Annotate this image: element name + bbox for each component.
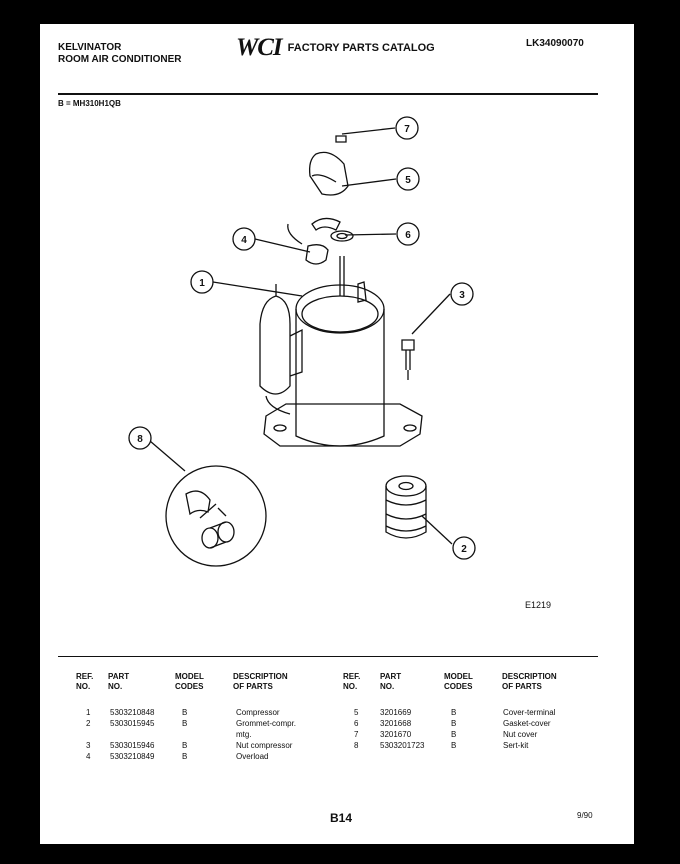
compressor-part (296, 309, 384, 446)
sert-kit-detail (166, 466, 266, 566)
header-model-codes-right: MODEL CODES (444, 672, 473, 691)
leader-line-7 (342, 128, 395, 134)
svg-text:2: 2 (461, 544, 467, 555)
overload-wire (288, 224, 302, 244)
sert-kit-clip (186, 491, 210, 514)
table-row: 8 5303201723 B Sert-kit (354, 741, 529, 750)
table-top-rule (58, 656, 598, 657)
parts-list-right (40, 708, 634, 752)
svg-text:4: 4 (241, 235, 247, 246)
wci-logo: WCI (236, 34, 282, 61)
header-description-left: DESCRIPTION OF PARTS (233, 672, 288, 691)
header-ref-no-right: REF. NO. (343, 672, 361, 691)
svg-text:6: 6 (405, 230, 411, 241)
callout-1 (191, 271, 213, 293)
leader-line-4 (255, 239, 310, 252)
revision-date: 9/90 (577, 811, 593, 820)
mounting-base (264, 404, 422, 446)
callout-7 (396, 117, 418, 139)
callout-4 (233, 228, 255, 250)
page-number: B14 (330, 811, 353, 825)
svg-text:3: 3 (459, 290, 465, 301)
compressor-nut-part (402, 340, 414, 350)
catalog-title: FACTORY PARTS CATALOG (287, 42, 435, 54)
callout-2 (453, 537, 475, 559)
leader-line-8 (150, 441, 185, 471)
leader-line-1 (213, 282, 302, 296)
parts-catalog-page (40, 24, 634, 844)
header-part-no-left: PART NO. (108, 672, 130, 691)
svg-text:5: 5 (405, 175, 411, 186)
nut-cover-part (336, 136, 346, 142)
catalog-code: LK34090070 (526, 38, 584, 49)
table-row: 4 5303210849 B Overload (86, 752, 269, 761)
header-model-codes-left: MODEL CODES (175, 672, 204, 691)
brand-name: KELVINATOR (58, 42, 122, 53)
table-row: 6 3201668 B Gasket-cover (354, 719, 551, 728)
svg-text:8: 8 (137, 434, 143, 445)
table-row: 3 5303015946 B Nut compressor (86, 741, 293, 750)
product-line: ROOM AIR CONDITIONER (58, 54, 182, 65)
grommet-part (386, 476, 426, 496)
table-row: 5 3201669 B Cover-terminal (354, 708, 556, 717)
svg-text:7: 7 (404, 124, 410, 135)
leader-line-3 (412, 294, 450, 334)
terminal-cover-part (310, 152, 348, 195)
accumulator-part (260, 296, 290, 394)
model-designation: B = MH310H1QB (58, 99, 121, 108)
header-part-no-right: PART NO. (380, 672, 402, 691)
table-row: 1 5303210848 B Compressor (86, 708, 280, 717)
callout-5 (397, 168, 419, 190)
callout-8 (129, 427, 151, 449)
header-ref-no-left: REF. NO. (76, 672, 94, 691)
figure-code: E1219 (525, 600, 552, 610)
svg-text:1: 1 (199, 278, 205, 289)
overload-part (306, 245, 328, 264)
callout-6 (397, 223, 419, 245)
table-row: 2 5303015945 B Grommet-compr. mtg. (86, 719, 297, 739)
header-description-right: DESCRIPTION OF PARTS (502, 672, 557, 691)
gasket-cover-part (331, 231, 353, 241)
sert-kit-spool (202, 528, 218, 548)
callout-3 (451, 283, 473, 305)
leader-line-5 (342, 179, 396, 186)
exploded-parts-diagram (40, 24, 634, 644)
table-row: 7 3201670 B Nut cover (354, 730, 538, 739)
